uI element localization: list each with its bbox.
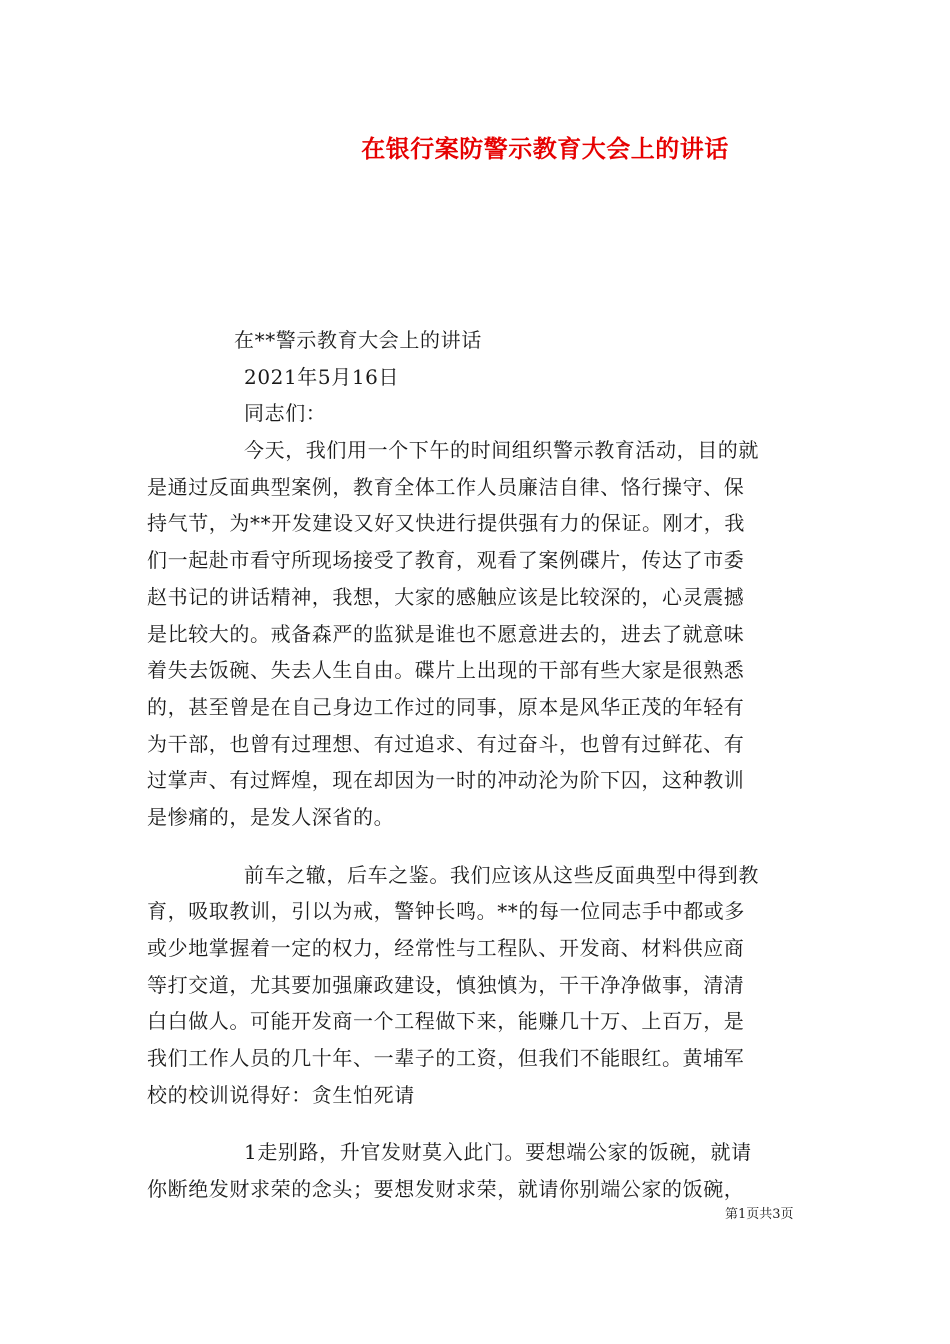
document-title: 在银行案防警示教育大会上的讲话 (361, 134, 729, 163)
paragraph-line: 校的校训说得好：贪生怕死请 (147, 1082, 415, 1107)
document-body (147, 322, 807, 1208)
page-number-footer: 第1页共3页 (725, 1207, 794, 1222)
paragraph-line: 过掌声、有过辉煌，现在却因为一时的冲动沦为阶下囚，这种教训 (147, 768, 745, 793)
paragraph-line: 是惨痛的，是发人深省的。 (147, 804, 395, 829)
paragraph-line: 是通过反面典型案例，教育全体工作人员廉洁自律、恪行操守、保 (147, 474, 745, 499)
paragraph-line: 赵书记的讲话精神，我想，大家的感触应该是比较深的，心灵震撼 (147, 584, 745, 609)
paragraph-line: 1走别路，升官发财莫入此门。要想端公家的饭碗，就请 (244, 1140, 752, 1165)
paragraph-gap (147, 836, 807, 857)
paragraph-line: 是比较大的。戒备森严的监狱是谁也不愿意进去的，进去了就意味 (147, 621, 745, 646)
paragraph-line: 为干部，也曾有过理想、有过追求、有过奋斗，也曾有过鲜花、有 (147, 731, 745, 756)
paragraph-2 (147, 857, 807, 1114)
paragraph-line: 你断绝发财求荣的念头；要想发财求荣，就请你别端公家的饭碗， (147, 1177, 745, 1202)
paragraph-line: 们一起赴市看守所现场接受了教育，观看了案例碟片，传达了市委 (147, 548, 745, 573)
speech-date: 2021年5月16日 (244, 364, 400, 389)
paragraph-line: 我们工作人员的几十年、一辈子的工资，但我们不能眼红。黄埔军 (147, 1046, 745, 1071)
paragraph-gap (147, 1113, 807, 1134)
paragraph-line: 今天，我们用一个下午的时间组织警示教育活动，目的就 (244, 438, 759, 463)
paragraph-3 (147, 1134, 807, 1207)
paragraph-1 (147, 432, 807, 836)
speech-subtitle: 在**警示教育大会上的讲话 (234, 328, 482, 352)
paragraph-line: 等打交道，尤其要加强廉政建设，慎独慎为，干干净净做事，清清 (147, 972, 745, 997)
paragraph-line: 前车之辙，后车之鉴。我们应该从这些反面典型中得到教 (244, 862, 759, 887)
greeting: 同志们： (244, 401, 327, 426)
paragraph-line: 持气节，为**开发建设又好又快进行提供强有力的保证。刚才，我 (147, 511, 745, 536)
paragraph-line: 或少地掌握着一定的权力，经常性与工程队、开发商、材料供应商 (147, 936, 745, 960)
paragraph-line: 白白做人。可能开发商一个工程做下来，能赚几十万、上百万，是 (147, 1009, 745, 1034)
paragraph-line: 着失去饭碗、失去人生自由。碟片上出现的干部有些大家是很熟悉 (147, 658, 745, 683)
paragraph-line: 育，吸取教训，引以为戒，警钟长鸣。**的每一位同志手中都或多 (147, 899, 745, 924)
paragraph-line: 的，甚至曾是在自己身边工作过的同事，原本是风华正茂的年轻有 (147, 694, 745, 719)
